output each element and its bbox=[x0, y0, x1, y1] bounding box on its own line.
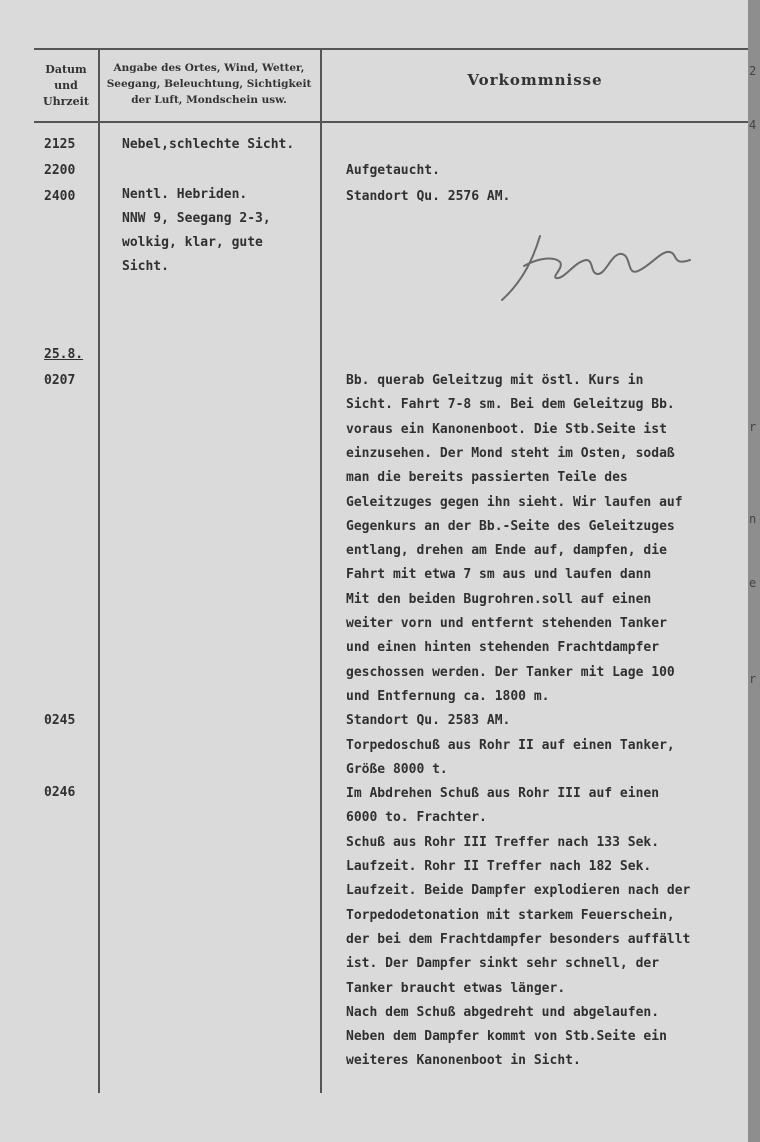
event-line: voraus ein Kanonenboot. Die Stb.Seite ist bbox=[346, 421, 667, 437]
time-entry: 2400 bbox=[44, 189, 76, 204]
header-location-weather: Angabe des Ortes, Wind, Wetter, Seegang, Beleuchtung, Sichtigkeit der Luft, Mondschein usw. bbox=[106, 62, 312, 106]
event-line: Schuß aus Rohr III Treffer nach 133 Sek. bbox=[346, 834, 660, 850]
event-line: Fahrt mit etwa 7 sm aus und laufen dann bbox=[346, 567, 652, 583]
event-line: Laufzeit. Rohr II Treffer nach 182 Sek. bbox=[346, 859, 652, 874]
column-divider-2 bbox=[320, 49, 322, 1093]
event-line: Aufgetaucht. bbox=[346, 163, 440, 178]
event-line: Mit den beiden Bugrohren.soll auf einen bbox=[346, 591, 652, 607]
time-entry: 0246 bbox=[44, 785, 76, 800]
edge-mark: 4 bbox=[749, 118, 757, 132]
edge-mark: r bbox=[749, 672, 757, 686]
event-line: Sicht. Fahrt 7-8 sm. Bei dem Geleitzug Bb. bbox=[346, 397, 675, 413]
handwritten-signature-icon bbox=[494, 222, 704, 312]
edge-mark: e bbox=[749, 576, 757, 590]
event-line: der bei dem Frachtdampfer besonders auffällt bbox=[346, 931, 691, 947]
location-line: wolkig, klar, gute bbox=[122, 235, 263, 250]
event-line: Tanker braucht etwas länger. bbox=[346, 980, 566, 996]
event-line: geschossen werden. Der Tanker mit Lage 100 bbox=[346, 664, 675, 680]
event-line: Geleitzuges gegen ihn sieht. Wir laufen auf bbox=[346, 494, 683, 510]
edge-mark: 2 bbox=[749, 64, 757, 78]
event-line: Laufzeit. Beide Dampfer explodieren nach der bbox=[346, 883, 691, 899]
time-entry: 2125 bbox=[44, 137, 76, 152]
time-entry: 0207 bbox=[44, 373, 76, 388]
header-events: Vorkommnisse bbox=[467, 71, 603, 89]
event-line: Neben dem Dampfer kommt von Stb.Seite ein bbox=[346, 1029, 667, 1045]
event-line: und einen hinten stehenden Frachtdampfer bbox=[346, 640, 660, 656]
event-line: Bb. querab Geleitzug mit östl. Kurs in bbox=[346, 373, 644, 388]
event-line: Standort Qu. 2576 AM. bbox=[346, 189, 511, 204]
event-line: Standort Qu. 2583 AM. bbox=[346, 713, 511, 729]
top-rule bbox=[34, 48, 748, 50]
event-line: Größe 8000 t. bbox=[346, 761, 448, 777]
event-line: Gegenkurs an der Bb.-Seite des Geleitzuges bbox=[346, 518, 675, 534]
location-line: Sicht. bbox=[122, 259, 169, 274]
event-line: Im Abdrehen Schuß aus Rohr III auf einen bbox=[346, 786, 660, 802]
location-line: Nentl. Hebriden. bbox=[122, 187, 248, 202]
time-entry: 0245 bbox=[44, 713, 76, 728]
event-line: Torpedodetonation mit starkem Feuerschein, bbox=[346, 907, 675, 923]
header-rule bbox=[34, 121, 748, 123]
event-line: einzusehen. Der Mond steht im Osten, sodaß bbox=[346, 445, 675, 461]
location-line: Nebel,schlechte Sicht. bbox=[122, 137, 295, 152]
edge-mark: n bbox=[749, 512, 757, 526]
event-line: und Entfernung ca. 1800 m. bbox=[346, 688, 550, 704]
column-divider-1 bbox=[98, 49, 100, 1093]
event-line: weiteres Kanonenboot in Sicht. bbox=[346, 1053, 581, 1069]
location-line: NNW 9, Seegang 2-3, bbox=[122, 211, 271, 226]
event-line: man die bereits passierten Teile des bbox=[346, 470, 628, 486]
page-edge bbox=[748, 0, 760, 1142]
event-line: Torpedoschuß aus Rohr II auf einen Tanker, bbox=[346, 737, 675, 753]
header-date-time: Datum und Uhrzeit bbox=[43, 63, 89, 108]
event-line: ist. Der Dampfer sinkt sehr schnell, der bbox=[346, 956, 660, 972]
edge-mark: r bbox=[749, 420, 757, 434]
event-line: Nach dem Schuß abgedreht und abgelaufen. bbox=[346, 1004, 660, 1020]
event-line: entlang, drehen am Ende auf, dampfen, die bbox=[346, 543, 667, 559]
time-entry: 2200 bbox=[44, 163, 76, 178]
date-entry: 25.8. bbox=[44, 347, 84, 362]
event-line: weiter vorn und entfernt stehenden Tanker bbox=[346, 616, 667, 631]
event-line: 6000 to. Frachter. bbox=[346, 810, 487, 826]
